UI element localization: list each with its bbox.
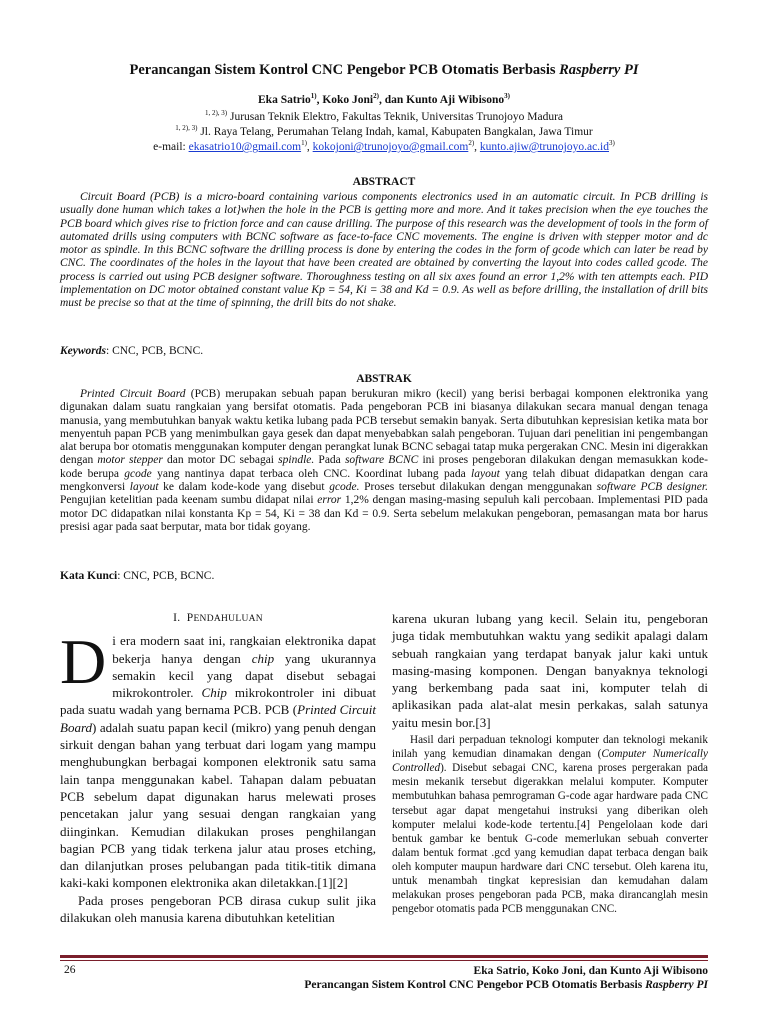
intro-italic: Chip (201, 685, 227, 701)
author-1-sup: 1) (310, 92, 317, 100)
keywords-line (60, 345, 203, 357)
intro-text: i era modern saat ini, rangkaian elektronika dapat bekerja hanya dengan (112, 633, 376, 666)
affiliation-text: Jl. Raya Telang, Perumahan Telang Indah, kamal, Kabupaten Bangkalan, Jawa Timur (197, 125, 593, 138)
author-1: Eka Satrio (258, 93, 311, 106)
footer-divider (60, 955, 708, 958)
abstrak-heading: ABSTRAK (356, 373, 412, 385)
abstrak-italic: motor stepper (97, 454, 163, 467)
kata-kunci-line (60, 570, 214, 582)
affiliation-sup: 1, 2), 3) (175, 124, 198, 132)
abstrak-italic: error (317, 494, 342, 507)
footer-title-text: Perancangan Sistem Kontrol CNC Pengebor PCB Otomatis Berbasis (304, 979, 643, 991)
section-title (60, 610, 376, 628)
intro-text: ). Disebut sebagai CNC, karena proses pergerakan pada mesin mekanik tersebut digerakkan melalui komputer. Komputer membutuhkan bahasa pemrograman G-code agar hardware pada CNC tersebut agar dapat mengetahui instruksi yang diberikan oleh komputer melalui kode-kode tertentu.[4] Pengelolaan kode dari bentuk gambar ke bentuk G-code memerlukan sebuah converter dalam bentuk format .gcd yang kemudian dapat terbaca dengan baik oleh komputer maupun hardware dari CNC tersebut. Oleh karena itu, untuk menambah tingkat kepresisian dan kemudahan dalam melakukan proses pengeboran pada PCB, maka dirancanglah mesin pengebor otomatis pada PCB menggunakan CNC. (392, 762, 708, 916)
keywords-text: : CNC, PCB, BCNC. (106, 345, 204, 357)
intro-italic: chip (251, 650, 275, 666)
abstrak-italic: spindle. (278, 454, 315, 467)
intro-paragraph-3: karena ukuran lubang yang kecil. Selain itu, pengeboran juga tidak membutuhkan waktu yang sedikit apalagi dalam sebuah rangkaian yang terdapat banyak jalur kaki untuk masing-masing komponen. Dengan banyaknya teknologi yang berkembang pada saat ini, komputer telah di aplikasikan pada alat-alat mesin perkakas, salah satunya yaitu mesin bor.[3] (392, 611, 708, 730)
paper-title (40, 62, 728, 79)
email-sup: 2) (468, 139, 475, 147)
abstrak-italic: Printed Circuit Board (80, 388, 186, 400)
footer-authors: Eka Satrio, Koko Joni, dan Kunto Aji Wibisono (473, 965, 708, 977)
abstrak-text: Proses tersebut dilakukan dengan menggunakan (359, 481, 597, 494)
author-3: Kunto Aji Wibisono (406, 93, 505, 106)
page-number: 26 (64, 964, 76, 976)
intro-italic: Computer Numerically Controlled (392, 748, 708, 775)
dropcap-letter: D (60, 626, 107, 698)
intro-text: ) adalah suatu papan kecil (mikro) yang penuh dengan sirkuit dengan bahan yang terbuat dari logam yang mampu menghubungkan berbagai komponen elektronik satu sama lain tanpa menggunakan kabel. Tahapan dalam pebuatan PCB sebelum dapat digunakan harus melewati proses pencetakan jalur yang sesuai dengan rangkaian yang diinginkan. Kemudian dilakukan proses penghilangan bagian PCB yang tidak terkena jalur atau proses etching, dan dilanjutkan proses pelubangan pada titik-titik dimana kaki-kaki komponen elektronika akan diletakkan.[1][2] (60, 719, 376, 891)
email-link-3[interactable]: kunto.ajiw@trunojoyo.ac.id (479, 140, 609, 153)
title-italic-text: Raspberry PI (559, 62, 639, 78)
intro-paragraph-4 (392, 733, 708, 916)
intro-text: yang ukurannya semakin kecil yang dapat disebut sebagai mikrokontroler. (112, 650, 376, 701)
email-sup: 3) (609, 139, 615, 147)
abstrak-text: (PCB) merupakan sebuah papan berukuran mikro (kecil) yang berisi berbagai komponen elektronika yang digunakan dalam suatu rangkaian yang bersifat otomatis. Pada pengeboran PCB ini biasanya dilakukan secara manual dengan tenaga manusia, yang membutuhkan banyak waktu ketika lubang pada PCB tersebut semakin banyak. Serta dibutuhkan kepresisian ketika mata bor menyentuh papan PCB yang menimbulkan gaya gesek dan dapat menyebabkan salah pengeboran. Tujuan dari penelitian ini pengembangan alat berupa bor otomatis menggunakan komputer dengan perangkat lunak BCNC sebagai tatap muka pergerakan CNC. Mesin ini digerakkan dengan (60, 388, 708, 467)
abstrak-text: Pada (314, 454, 345, 467)
column-right (392, 610, 708, 916)
footer-title (304, 978, 708, 992)
author-sep: , dan (378, 93, 407, 106)
email-link-1[interactable]: ekasatrio10@gmail.com (188, 140, 302, 153)
abstrak-italic: gcode. (329, 481, 360, 494)
section-rest: ENDAHULUAN (193, 614, 263, 624)
abstrak-text: ini proses pengeboran dilakukan dengan memasukkan kode-kode berupa (60, 454, 708, 480)
running-footer (304, 964, 708, 992)
author-sep: , (316, 93, 323, 106)
abstrak-italic: layout (129, 481, 159, 494)
section-initial: P (186, 612, 194, 624)
kata-kunci-text: : CNC, PCB, BCNC. (117, 570, 215, 582)
abstract-heading: ABSTRACT (352, 176, 416, 188)
abstrak-italic: software BCNC (344, 454, 419, 467)
abstrak-text: 1,2% dengan masing-masing sepuluh kali percobaan. Implementasi PID pada motor DC didapatkan nilai konstanta Kp = 54, Ki = 38 dan Kd = 0.9. Serta sebelum melakukan pengeboran, pemasangan mata bor harus presisi agar pada saat berputar, mata bor tidak goyang. (60, 494, 708, 533)
intro-text: Hasil dari perpaduan teknologi komputer dan teknologi mekanik inilah yang kemudian dinamakan dengan ( (392, 734, 708, 761)
affiliation-sup: 1, 2), 3) (204, 109, 228, 117)
intro-paragraph-1 (60, 626, 376, 891)
abstrak-text: yang nantinya dapat terbaca oleh CNC. Koordinat lubang pada (151, 467, 472, 480)
abstrak-italic: gcode (124, 467, 152, 480)
abstrak-text: ke dalam kode-kode yang disebut (158, 481, 330, 494)
abstrak-italic: layout (471, 467, 500, 480)
abstrak-text: dan motor DC sebagai (162, 454, 279, 467)
email-sup: 1) (301, 139, 307, 147)
section-number: I. (173, 612, 181, 624)
email-line: e-mail: ekasatrio10@gmail.com$^{1)}$, kokojoni@trunojoyo@gmail.com$^{2)}$, $kunto.ajiw@trunojoyo.ac.id^{3)}$ (153, 139, 615, 153)
author-2-sup: 2) (373, 92, 379, 100)
footer-title-italic: Raspberry PI (645, 979, 708, 991)
keywords-label: Keywords (60, 345, 106, 357)
title-text: Perancangan Sistem Kontrol CNC Pengebor PCB Otomatis Berbasis (129, 62, 556, 78)
intro-italic: Printed Circuit Board (60, 702, 376, 735)
column-left (60, 610, 376, 926)
abstrak-italic: software PCB designer. (596, 481, 708, 494)
intro-paragraph-2: Pada proses pengeboran PCB dirasa cukup sulit jika dilakukan oleh manusia karena dibutuhkan ketelitian (60, 892, 376, 926)
abstract-body: Circuit Board (PCB) is a micro-board containing various components electronics used in an automatic circuit. In PCB drilling is usually done human which takes a lot}when the hole in the PCB is getting more and more. And it takes precision when the eye touches the PCB board which gives rise to friction force and can cause drilling. The purpose of this research was the development of tools in the form of automated drills using computers with BCNC software as face-to-face CNC movements. The engine is driven with stepper motor and dc motor as spindle. In this BCNC software the drilling process is done by entering the codes in the form of gcode which can later be read by CNC. The coordinates of the holes in the layout that have been created are obtained by converting the layout into codes called gcode. The process is carried out using PCB designer software. Thoroughness testing on all six axes found an error 1,2% with ten attempts each. PID implementation on DC motor obtained constant value Kp = 54, Ki = 38 and Kd = 0.9. As well as before drilling, the installation of drill bits must be precise so that at the time of spinning, the drill bits do not shake. (60, 191, 708, 310)
intro-text: mikrokontroler ini dibuat pada suatu wadah yang bernama PCB. PCB ( (60, 685, 376, 718)
email-label: e-mail: (153, 140, 189, 153)
abstrak-text: yang telah dibuat didapatkan dengan cara mengkonversi (60, 467, 708, 494)
abstrak-text: Pengujian ketelitian pada keenam sumbu didapat nilai (60, 494, 318, 507)
affiliation-text: Jurusan Teknik Elektro, Fakultas Teknik, Universitas Trunojoyo Madura (227, 110, 564, 123)
kata-kunci-label: Kata Kunci (60, 570, 118, 582)
author-3-sup: 3) (504, 92, 510, 100)
abstrak-body (60, 388, 708, 534)
author-2: Koko Joni (322, 93, 374, 106)
email-link-2[interactable]: kokojoni@trunojoyo@gmail.com (312, 140, 469, 153)
author-list (40, 92, 728, 106)
footer-divider-thin (60, 960, 708, 961)
